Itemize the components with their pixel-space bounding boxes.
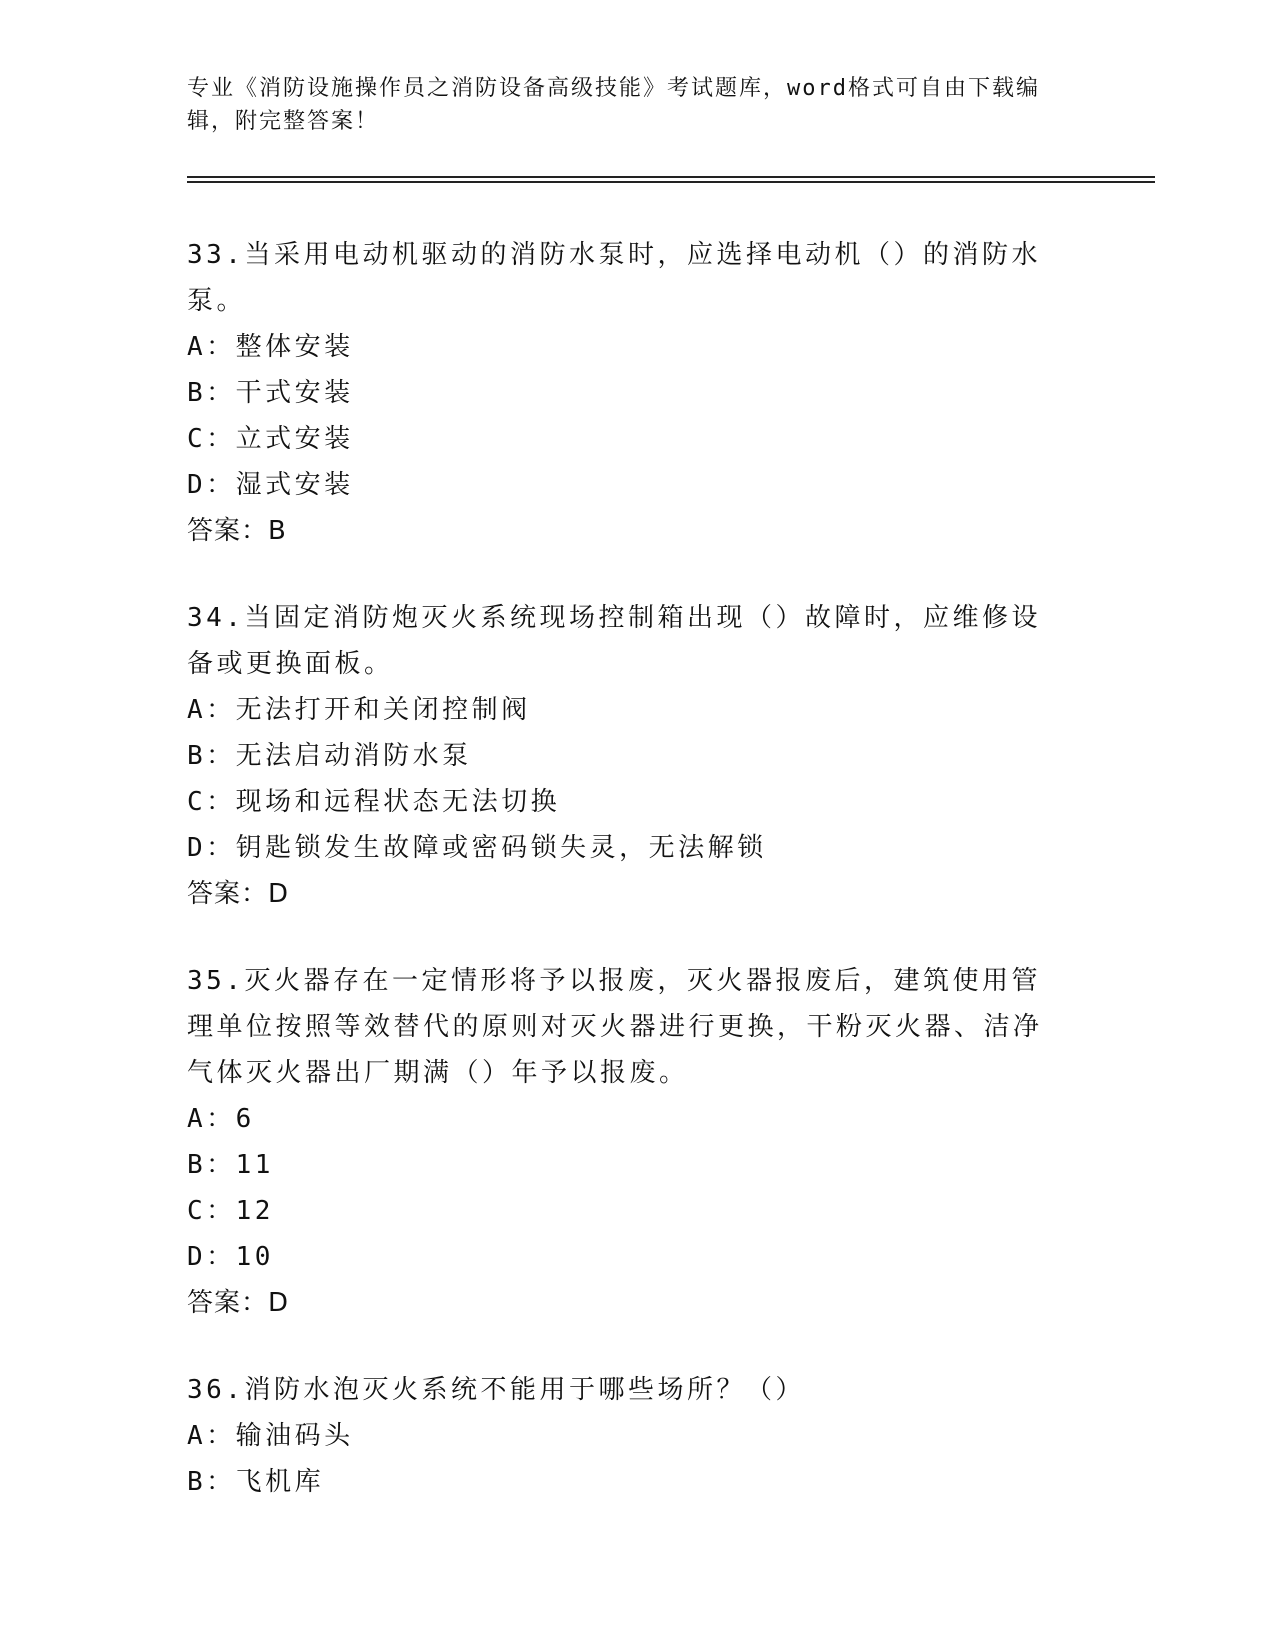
question-stem: 33.当采用电动机驱动的消防水泵时，应选择电动机（）的消防水泵。 [187,240,1041,316]
header-text: 专业《消防设施操作员之消防设备高级技能》考试题库，word格式可自由下载编辑，附完整答案！ [187,76,1040,134]
header-divider-bottom [187,181,1155,183]
question-36 [187,1367,1067,1505]
option-b: B：飞机库 [187,1467,325,1497]
question-35 [187,958,1067,1326]
option-d: D：10 [187,1242,274,1272]
option-b: B：无法启动消防水泵 [187,741,472,771]
answer-line: 答案：D [187,879,290,909]
question-list [187,232,1067,1546]
answer-line: 答案：B [187,516,287,546]
answer-line: 答案：D [187,1288,290,1318]
question-stem: 34.当固定消防炮灭火系统现场控制箱出现（）故障时，应维修设备或更换面板。 [187,603,1041,679]
header-divider-top [187,176,1155,178]
question-stem: 35.灭火器存在一定情形将予以报废，灭火器报废后，建筑使用管理单位按照等效替代的原则对灭火器进行更换，干粉灭火器、洁净气体灭火器出厂期满（）年予以报废。 [187,966,1043,1088]
option-a: A：输油码头 [187,1421,354,1451]
option-d: D：钥匙锁发生故障或密码锁失灵，无法解锁 [187,833,767,863]
option-a: A：无法打开和关闭控制阀 [187,695,531,725]
option-c: C：12 [187,1196,274,1226]
option-d: D：湿式安装 [187,470,354,500]
option-a: A：整体安装 [187,332,354,362]
option-c: C：现场和远程状态无法切换 [187,787,561,817]
option-a: A：6 [187,1104,255,1134]
option-c: C：立式安装 [187,424,354,454]
option-b: B：11 [187,1150,274,1180]
document-header [187,72,1067,138]
option-b: B：干式安装 [187,378,354,408]
question-stem: 36.消防水泡灭火系统不能用于哪些场所？（） [187,1375,805,1405]
question-33 [187,232,1067,554]
question-34 [187,595,1067,917]
